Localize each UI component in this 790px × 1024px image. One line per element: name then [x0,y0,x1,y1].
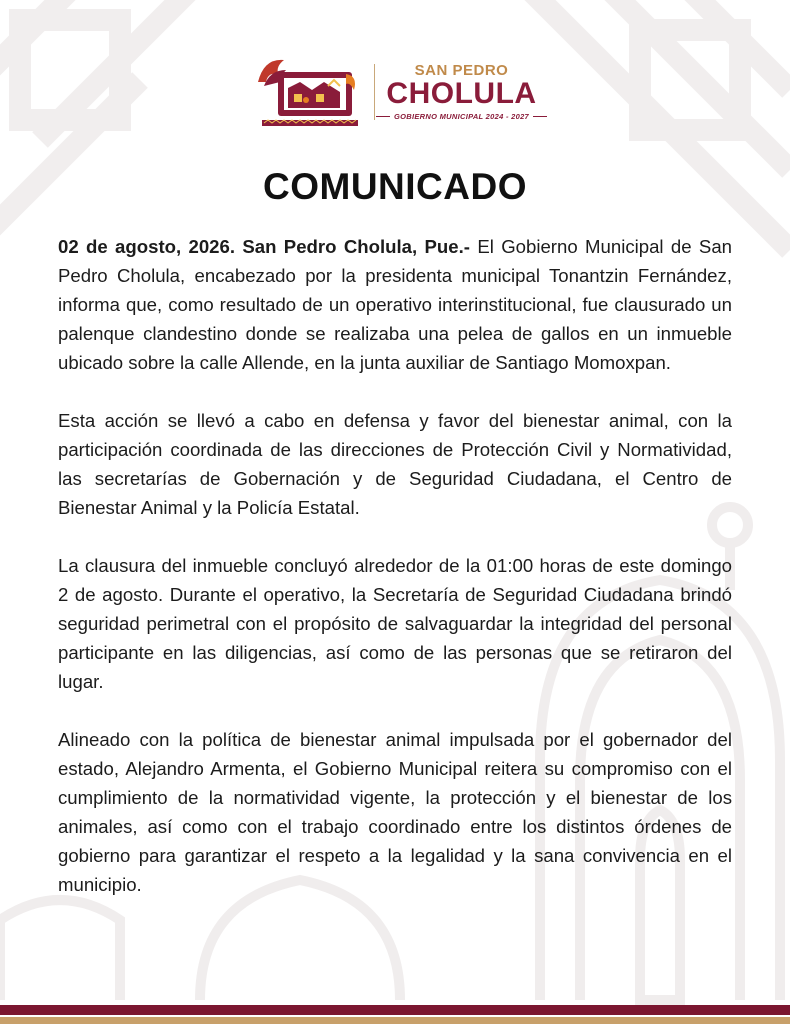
communique-body [58,232,732,928]
paragraph-1 [58,232,732,377]
paragraph-2: Esta acción se llevó a cabo en defensa y favor del bienestar animal, con la participación coordinada de las direcciones de Protección Civil y Normatividad, las secretarías de Gobernación y de Seguridad Ciudadana, el Centro de Bienestar Animal y la Policía Estatal. [58,410,732,518]
page-title: COMUNICADO [263,166,527,207]
brand-logo [387,63,537,121]
brand-main: CHOLULA [386,77,537,110]
paragraph-4: Alineado con la política de bienestar animal impulsada por el gobernador del estado, Alejandro Armenta, el Gobierno Municipal reitera su compromiso con el cumplimiento de la normatividad vigente, la protección y el bienestar de los animales, así como con el trabajo coordinado entre los distintos órdenes de gobierno para garantizar el respeto a la legalidad y la sana convivencia en el municipio. [58,729,732,895]
brand-top: SAN PEDRO [414,62,509,79]
brand-sub-row [376,112,547,121]
footer-band [0,1005,790,1024]
header-divider [374,64,375,120]
brand-line-right [533,116,547,117]
footer-band-gold [0,1017,790,1024]
paragraph-1-lead: 02 de agosto, 2026. San Pedro Cholula, Pue.- [58,236,470,257]
brand-line-left [376,116,390,117]
paragraph-1-text: El Gobierno Municipal de San Pedro Cholula, encabezado por la presidenta municipal Tonantzin Fernández, informa que, como resultado de un operativo interinstitucional, fue clausurado un palenque clandestino donde se realizaba una pelea de gallos en un inmueble ubicado sobre la calle Allende, en la junta auxiliar de Santiago Momoxpan. [58,236,732,373]
paragraph-3: La clausura del inmueble concluyó alrededor de la 01:00 horas de este domingo 2 de agosto. Durante el operativo, la Secretaría de Seguridad Ciudadana brindó seguridad perimetral con el propósito de salvaguardar la integridad del personal participante en las diligencias, así como de las personas que se retiraron del lugar. [58,555,732,692]
brand-sub: GOBIERNO MUNICIPAL 2024 - 2027 [394,112,530,121]
footer-band-red [0,1005,790,1015]
header [0,52,790,132]
cholula-emblem-icon [254,52,364,132]
